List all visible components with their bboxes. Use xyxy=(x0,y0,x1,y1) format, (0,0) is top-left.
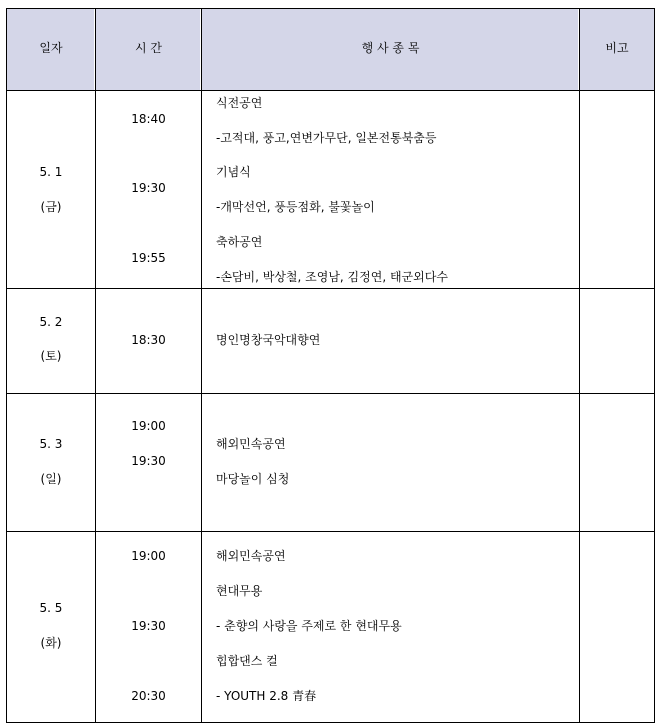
row-time: 19:00 xyxy=(131,419,166,433)
row-time: 19:30 xyxy=(131,454,166,468)
row-day: (화) xyxy=(40,636,62,650)
row-date: 5. 3 xyxy=(39,437,63,451)
grid-line xyxy=(6,288,655,289)
event-item: 명인명창국악대향연 xyxy=(216,333,321,347)
grid-line xyxy=(6,90,655,91)
event-item: -고적대, 풍고,연변가무단, 일본전통북춤등 xyxy=(216,131,437,145)
row-time: 18:30 xyxy=(131,333,166,347)
row-day: (토) xyxy=(40,349,62,363)
event-schedule-table xyxy=(6,8,655,723)
event-item: 현대무용 xyxy=(216,584,263,598)
row-date: 5. 2 xyxy=(39,315,63,329)
row-time: 18:40 xyxy=(131,112,166,126)
event-item: -손담비, 박상철, 조영남, 김정연, 태군외다수 xyxy=(216,270,448,284)
grid-line xyxy=(654,8,655,723)
event-item: 식전공연 xyxy=(216,96,263,110)
header-note: 비고 xyxy=(605,41,629,55)
event-item: 해외민속공연 xyxy=(216,549,286,563)
row-time: 19:30 xyxy=(131,619,166,633)
row-time: 20:30 xyxy=(131,689,166,703)
row-date: 5. 5 xyxy=(39,601,63,615)
row-time: 19:55 xyxy=(131,251,166,265)
grid-line xyxy=(579,8,580,723)
event-item: - 춘향의 사랑을 주제로 한 현대무용 xyxy=(216,619,402,633)
event-item: 힙합댄스 컬 xyxy=(216,654,278,668)
event-item: 축하공연 xyxy=(216,235,263,249)
row-time: 19:00 xyxy=(131,549,166,563)
row-time: 19:30 xyxy=(131,181,166,195)
row-day: (일) xyxy=(40,472,62,486)
grid-line xyxy=(6,8,655,9)
grid-line xyxy=(201,8,202,723)
event-item: 마당놀이 심청 xyxy=(216,472,290,486)
header-event: 행 사 종 목 xyxy=(361,41,420,55)
grid-line xyxy=(6,393,655,394)
event-item: 기념식 xyxy=(216,165,251,179)
grid-line xyxy=(6,531,655,532)
event-item: -개막선언, 풍등점화, 불꽃놀이 xyxy=(216,200,375,214)
row-date: 5. 1 xyxy=(39,165,63,179)
event-item: - YOUTH 2.8 青春 xyxy=(216,689,317,703)
event-item: 해외민속공연 xyxy=(216,437,286,451)
grid-line xyxy=(6,722,655,723)
header-time: 시 간 xyxy=(135,41,162,55)
header-date: 일자 xyxy=(39,41,63,55)
row-day: (금) xyxy=(40,200,62,214)
grid-line xyxy=(6,8,7,723)
